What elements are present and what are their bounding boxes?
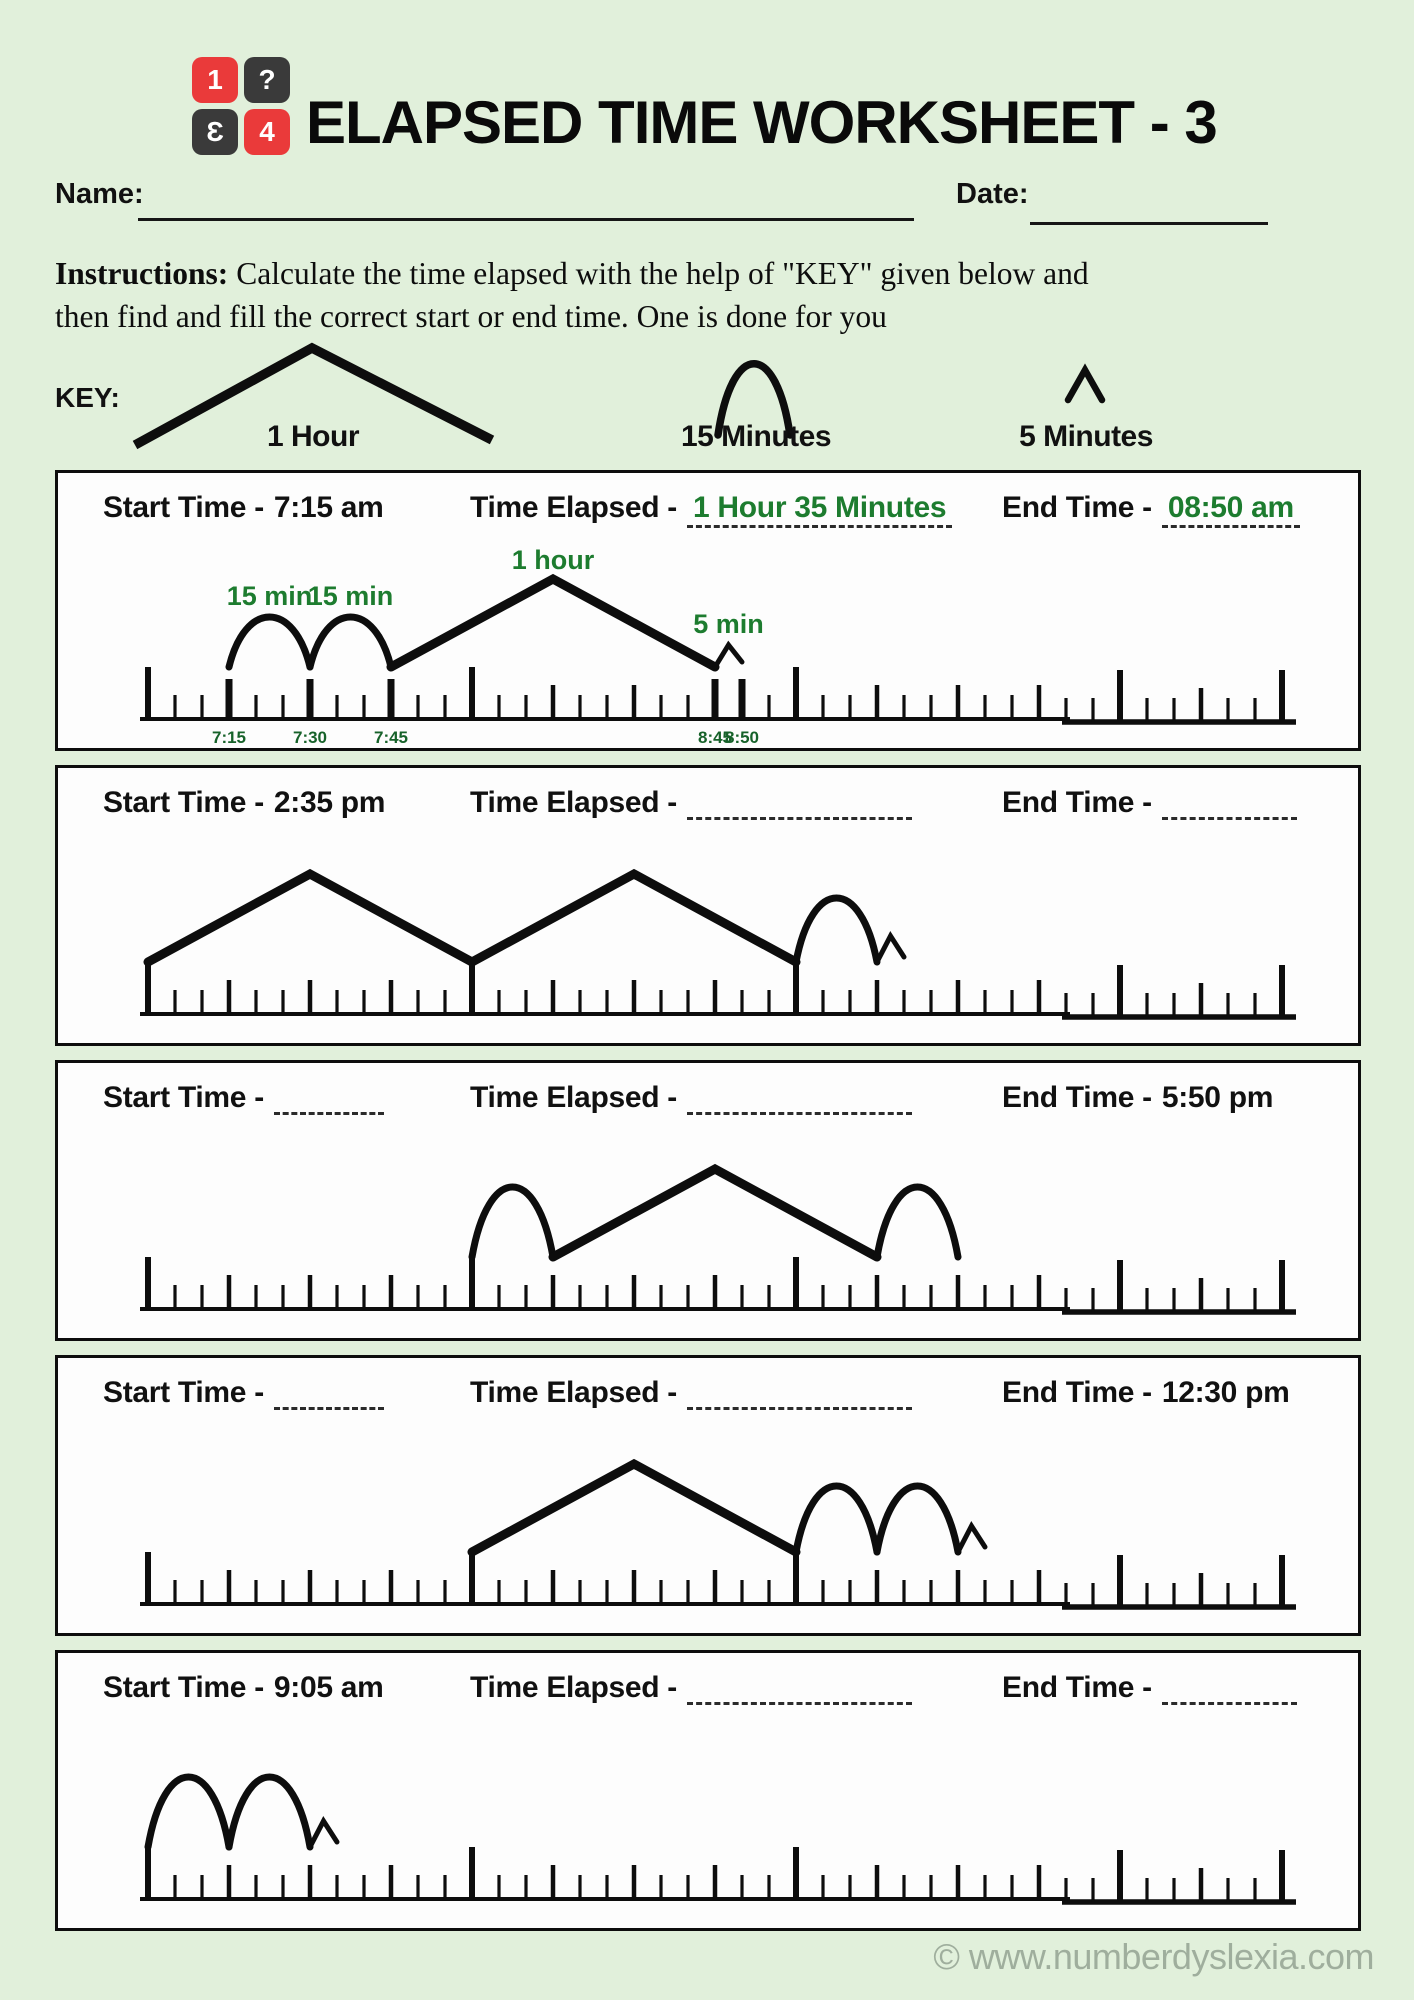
date-underline[interactable] xyxy=(1030,222,1268,225)
instructions-label: Instructions: xyxy=(55,255,229,291)
arc-1hour-tent xyxy=(472,1464,796,1552)
arc-15min-arch xyxy=(877,1187,958,1257)
timeline-ruler xyxy=(58,1729,1357,1929)
arc-label: 5 min xyxy=(693,609,764,639)
end-time-field xyxy=(1002,1081,1273,1115)
blank-answer-line[interactable] xyxy=(687,790,912,820)
arc-1hour-tent xyxy=(148,874,472,962)
arc-5min-caret xyxy=(310,1821,337,1847)
field-label: Start Time - xyxy=(103,1376,264,1409)
given-value: 12:30 pm xyxy=(1161,1376,1290,1409)
start-time-field xyxy=(103,1376,384,1410)
elapsed-time-field xyxy=(470,1671,912,1705)
blank-answer-line[interactable] xyxy=(687,1085,912,1115)
arc-15min-arch xyxy=(148,1777,229,1847)
key-5min-caret-icon xyxy=(1068,370,1102,400)
tick-time-label: 7:45 xyxy=(373,728,409,747)
field-label: Time Elapsed - xyxy=(470,491,677,524)
field-label: End Time - xyxy=(1002,1671,1152,1704)
instructions-line-1: Calculate the time elapsed with the help of "KEY" given below and xyxy=(236,255,1089,291)
footer-watermark: © www.numberdyslexia.com xyxy=(933,1936,1374,1977)
problem-box-5 xyxy=(55,1650,1361,1931)
timeline-ruler xyxy=(58,1434,1357,1634)
instructions-text xyxy=(55,252,1385,339)
arc-15min-arch xyxy=(229,1777,310,1847)
field-label: Time Elapsed - xyxy=(470,1376,677,1409)
brand-logo-icon xyxy=(192,57,290,155)
tick-time-label: 7:30 xyxy=(292,728,328,747)
logo-cell: ? xyxy=(244,57,290,103)
problem-box-4 xyxy=(55,1355,1361,1636)
key-caption-5-minutes: 5 Minutes xyxy=(1019,420,1153,453)
arc-5min-caret xyxy=(958,1526,985,1552)
blank-answer-line[interactable] xyxy=(687,1675,912,1705)
arc-1hour-tent xyxy=(472,874,796,962)
logo-cell: 1 xyxy=(192,57,238,103)
field-label: Start Time - xyxy=(103,491,264,524)
blank-answer-line[interactable] xyxy=(1162,790,1297,820)
logo-cell: 4 xyxy=(244,109,290,155)
given-value: 5:50 pm xyxy=(1161,1081,1274,1114)
problem-box-1 xyxy=(55,470,1361,751)
end-time-field xyxy=(1002,491,1300,525)
key-caption-1-hour: 1 Hour xyxy=(266,420,360,453)
logo-cell: Ɛ xyxy=(192,109,238,155)
field-label: Start Time - xyxy=(103,1081,264,1114)
timeline-ruler xyxy=(58,1139,1357,1339)
instructions-line-2: then find and fill the correct start or end time. One is done for you xyxy=(55,298,887,334)
arc-label: 15 min xyxy=(307,581,394,611)
elapsed-time-field xyxy=(470,786,912,820)
arc-5min-caret xyxy=(877,936,904,962)
end-time-field xyxy=(1002,1671,1297,1705)
problem-box-3 xyxy=(55,1060,1361,1341)
given-value: 2:35 pm xyxy=(273,786,386,819)
arc-15min-arch xyxy=(310,617,391,667)
answer-value: 1 Hour 35 Minutes xyxy=(687,491,952,528)
end-time-field xyxy=(1002,786,1297,820)
field-label: End Time - xyxy=(1002,786,1152,819)
field-label: End Time - xyxy=(1002,491,1152,524)
answer-value: 08:50 am xyxy=(1162,491,1300,528)
arc-15min-arch xyxy=(472,1187,553,1257)
elapsed-time-field xyxy=(470,491,952,525)
field-label: Start Time - xyxy=(103,786,264,819)
arc-15min-arch xyxy=(229,617,310,667)
start-time-field xyxy=(103,1671,384,1705)
blank-answer-line[interactable] xyxy=(274,1085,384,1115)
blank-answer-line[interactable] xyxy=(687,1380,912,1410)
start-time-field xyxy=(103,786,385,820)
name-label: Name: xyxy=(55,178,144,210)
problem-box-2 xyxy=(55,765,1361,1046)
arc-15min-arch xyxy=(796,898,877,962)
timeline-ruler xyxy=(58,844,1357,1044)
field-label: Time Elapsed - xyxy=(470,786,677,819)
field-label: End Time - xyxy=(1002,1081,1152,1114)
arc-1hour-tent xyxy=(391,579,715,667)
arc-15min-arch xyxy=(796,1486,877,1552)
start-time-field xyxy=(103,1081,384,1115)
end-time-field xyxy=(1002,1376,1289,1410)
elapsed-time-field xyxy=(470,1081,912,1115)
blank-answer-line[interactable] xyxy=(274,1380,384,1410)
field-label: End Time - xyxy=(1002,1376,1152,1409)
arc-15min-arch xyxy=(877,1486,958,1552)
field-label: Time Elapsed - xyxy=(470,1671,677,1704)
arc-label: 1 hour xyxy=(511,549,595,575)
timeline-ruler xyxy=(58,549,1357,749)
field-label: Start Time - xyxy=(103,1671,264,1704)
blank-answer-line[interactable] xyxy=(1162,1675,1297,1705)
date-label: Date: xyxy=(956,178,1029,210)
given-value: 7:15 am xyxy=(273,491,384,524)
key-caption-15-minutes: 15 Minutes xyxy=(680,420,832,453)
field-label: Time Elapsed - xyxy=(470,1081,677,1114)
key-label: KEY: xyxy=(55,382,120,413)
tick-time-label: 8:45 xyxy=(697,728,733,747)
tick-time-label: 8:50 xyxy=(724,728,760,747)
given-value: 9:05 am xyxy=(273,1671,384,1704)
tick-time-label: 7:15 xyxy=(211,728,247,747)
elapsed-time-field xyxy=(470,1376,912,1410)
arc-1hour-tent xyxy=(553,1169,877,1257)
start-time-field xyxy=(103,491,384,525)
name-underline[interactable] xyxy=(138,218,914,221)
arc-label: 15 min xyxy=(226,581,313,611)
arc-5min-caret xyxy=(715,645,742,667)
page-title: ELAPSED TIME WORKSHEET - 3 xyxy=(306,89,1217,157)
